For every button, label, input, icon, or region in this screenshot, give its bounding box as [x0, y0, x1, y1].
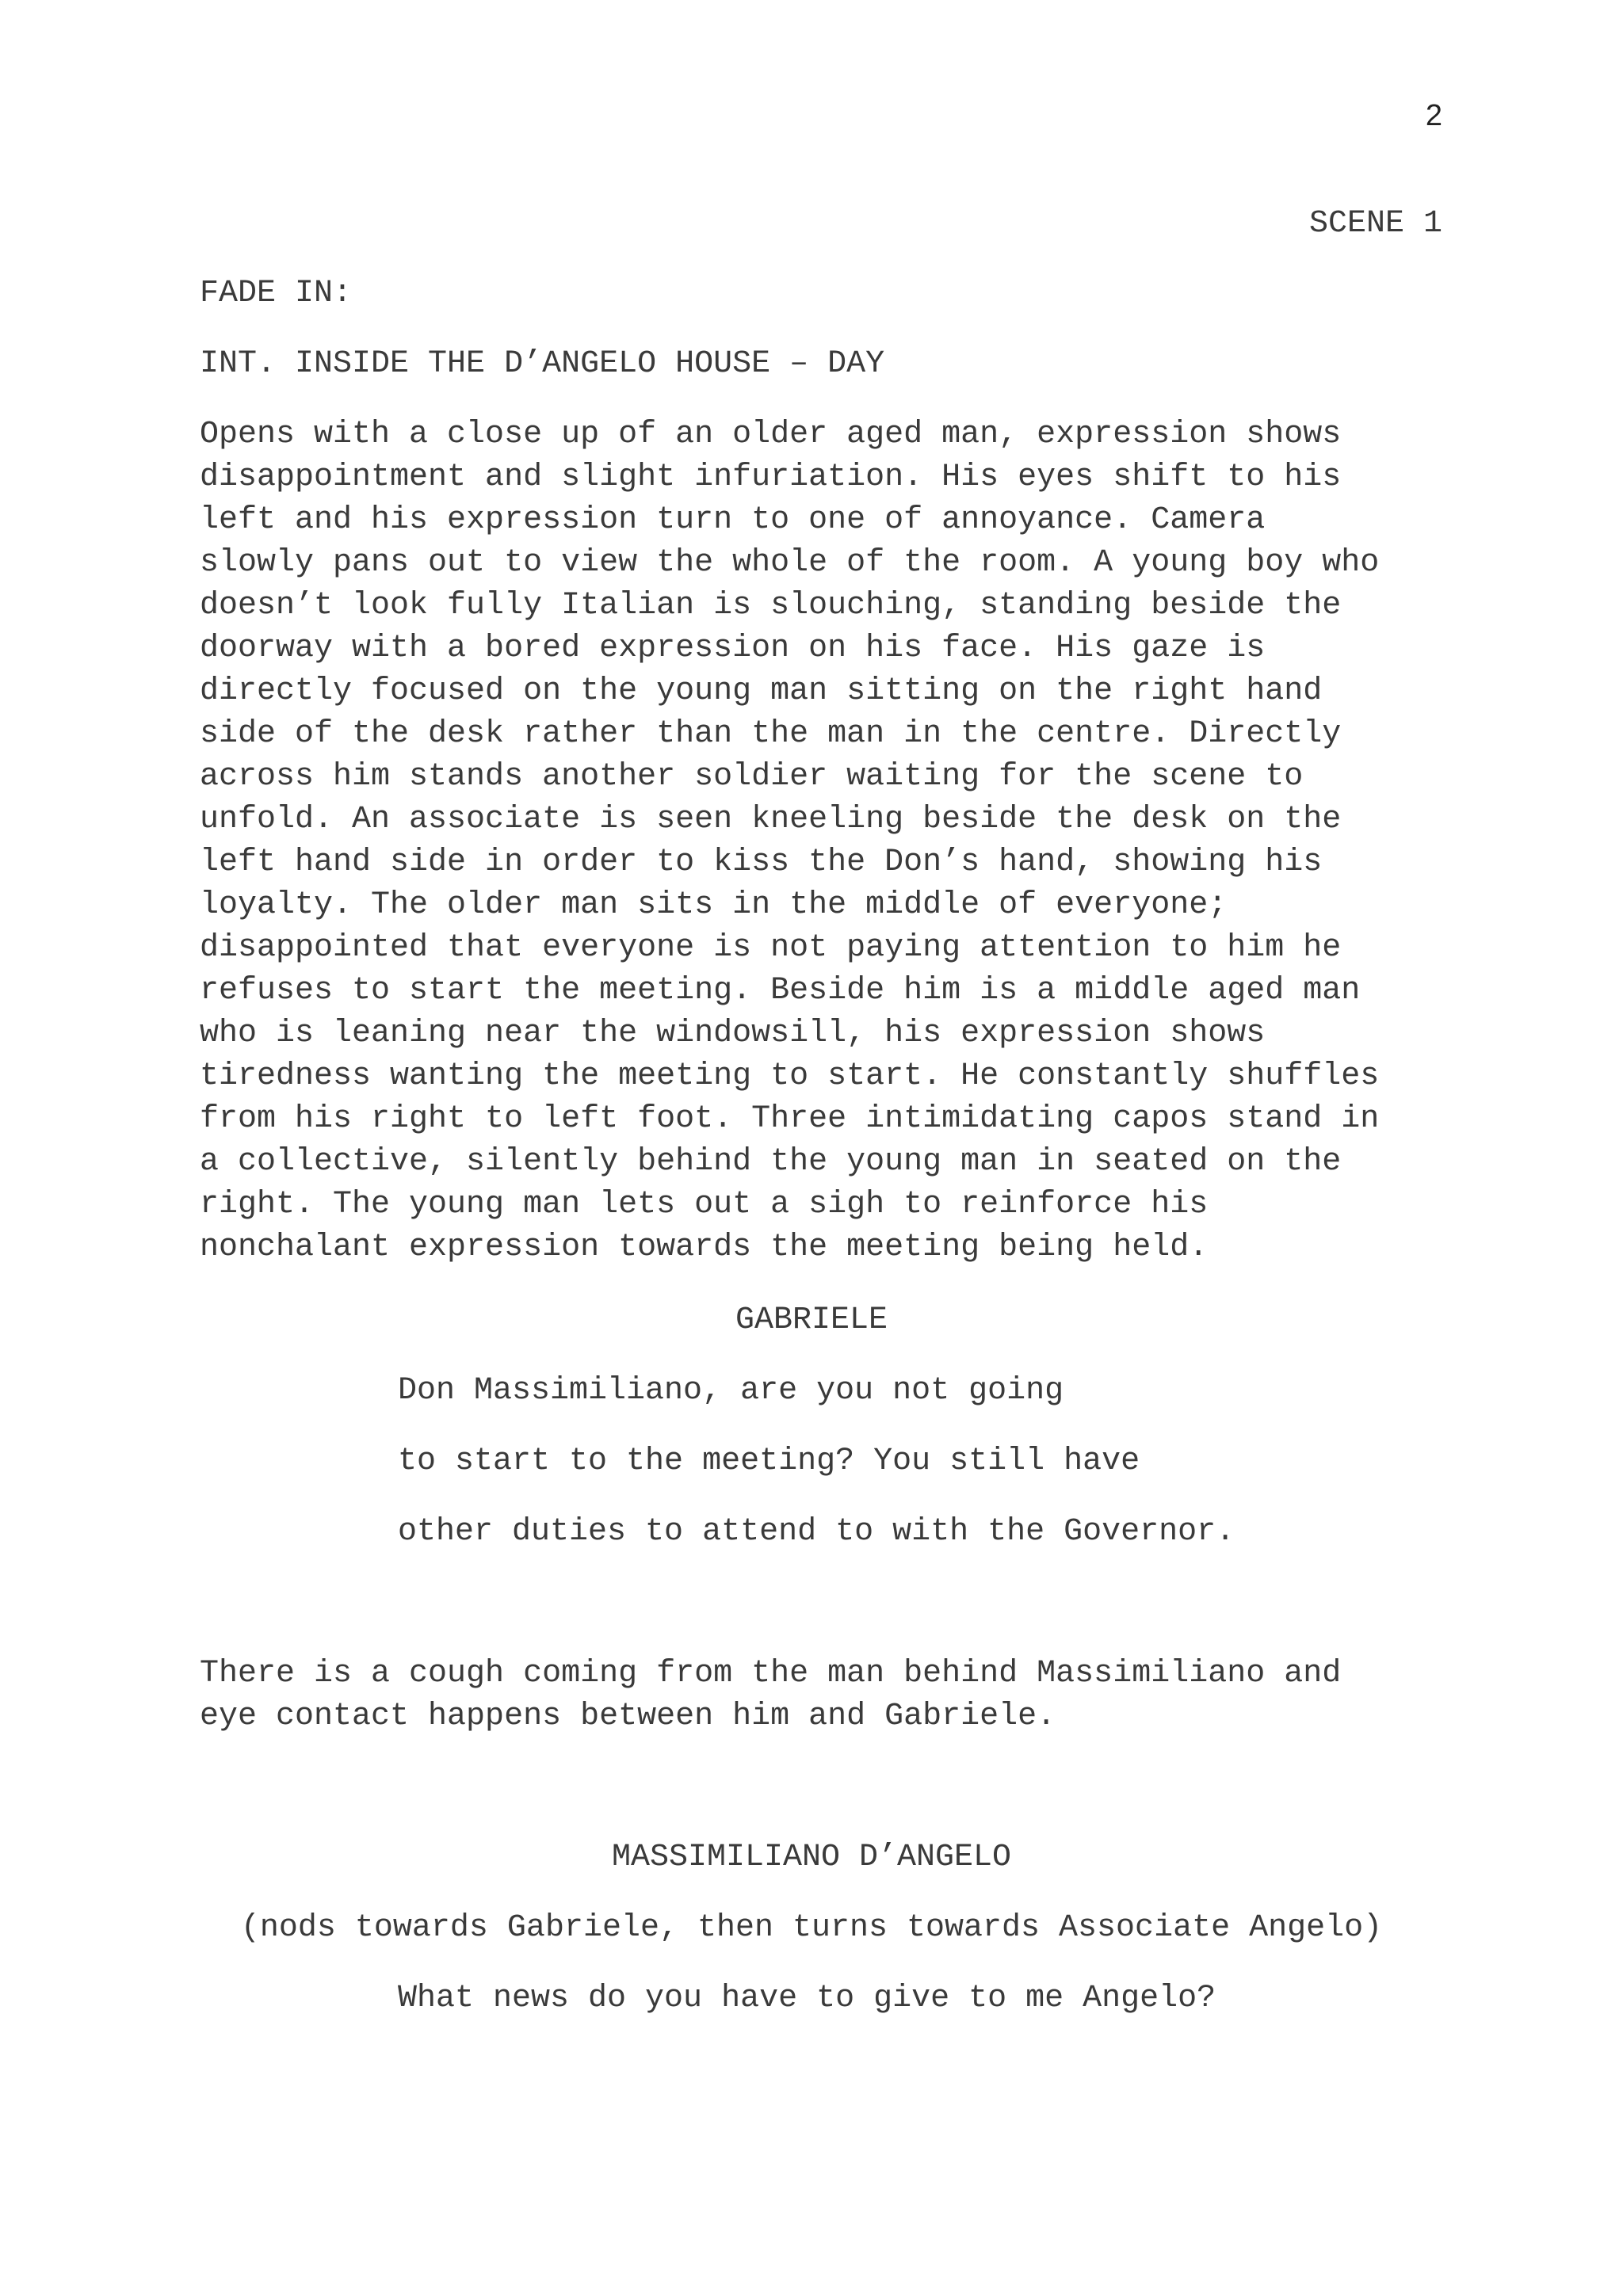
action-paragraph: Opens with a close up of an older aged man, expression shows disappointment and slight infuriation. His eyes shift to his left and his expression turn to one of annoyance. Camera slowly pans out to view the whole of the room. A young boy who doesn’t look fully Italian is slouching, standing beside the doorway with a bored expression on his face. His gaze is directly focused on the young man sitting on the right hand side of the desk rather than the man in the centre. Directly across him stands another soldier waiting for the scene to unfold. An associate is seen kneeling beside the desk on the left hand side in order to kiss the Don’s hand, showing his loyalty. The older man sits in the middle of everyone; disappointed that everyone is not paying attention to him he refuses to start the meeting. Beside him is a middle aged man who is leaning near the windowsill, his expression shows tiredness wanting the meeting to start. He constantly shuffles from his right to left foot. Three intimidating capos stand in a collective, silently behind the young man in seated on the right. The young man lets out a sigh to reinforce his nonchalant expression towards the meeting being held.	[200, 417, 1380, 1265]
parenthetical: (nods towards Gabriele, then turns towards Associate Angelo)	[240, 1910, 1383, 1946]
page-number: 2	[1425, 99, 1442, 132]
dialogue-line: to start to the meeting? You still have	[398, 1444, 1140, 1479]
dialogue-line: Don Massimiliano, are you not going	[398, 1373, 1064, 1409]
scene-slugline: INT. INSIDE THE D’ANGELO HOUSE – DAY	[200, 346, 885, 382]
action-paragraph: There is a cough coming from the man behind Massimiliano and eye contact happens between him and Gabriele.	[200, 1656, 1342, 1734]
scene-heading: SCENE 1	[1308, 206, 1442, 242]
character-name-massimiliano: MASSIMILIANO D’ANGELO	[611, 1840, 1012, 1875]
dialogue-line: What news do you have to give to me Angelo?	[398, 1981, 1216, 2016]
dialogue-line: other duties to attend to with the Governor.	[398, 1514, 1235, 1550]
transition-fade-in: FADE IN:	[200, 276, 353, 311]
character-name-gabriele: GABRIELE	[735, 1302, 888, 1338]
